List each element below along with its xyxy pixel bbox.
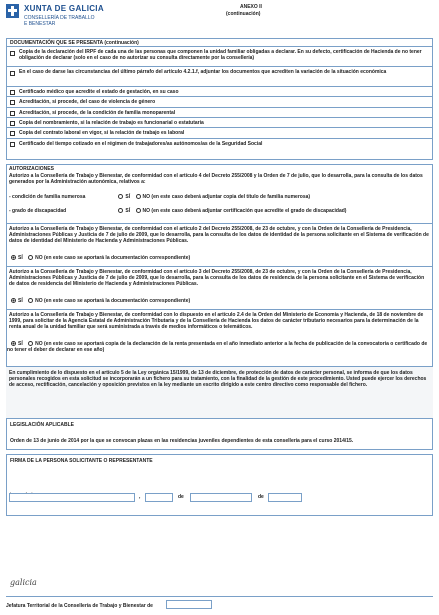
jefatura-label: Jefatura Territorial de la Consellería de Trabajo y Bienestar de (6, 603, 153, 609)
disability-label: - grado de discapacidad (9, 208, 67, 214)
documentation-item (6, 86, 433, 96)
documentation-item-label: Copia del nombramiento, si la relación de trabajo es funcionarial o estatutaria (19, 120, 204, 126)
disability-yes-radio[interactable] (118, 208, 123, 213)
annex-title: ANEXO II (240, 4, 262, 10)
documentation-item (6, 117, 433, 127)
place-input[interactable] (9, 493, 135, 502)
residence-auth-options (7, 298, 190, 304)
month-input[interactable] (190, 493, 252, 502)
legislation-text: Orden de 13 de junio de 2014 por la que se convocan plazas en las residencias juveniles dependientes de esta consellería para el curso 2014/15. (10, 438, 354, 444)
tax-auth-options (7, 341, 431, 353)
large-family-no-label: NO (en este caso deberá adjuntar copia del título de familia numerosa) (142, 194, 311, 200)
legislation-title: LEGISLACIÓN APLICABLE (10, 422, 74, 428)
documentation-checkbox[interactable] (10, 121, 15, 126)
documentation-item (6, 46, 433, 66)
day-input[interactable] (145, 493, 173, 502)
documentation-item (6, 107, 433, 117)
documentation-item (6, 66, 433, 86)
residence-no-label: NO (en este caso se aportará la documentación correspondiente) (35, 298, 191, 304)
identity-auth-options (7, 255, 190, 261)
identity-auth-block (6, 223, 433, 264)
identity-no-label: NO (en este caso se aportará la documentación correspondiente) (35, 255, 191, 261)
signature-section (6, 454, 433, 516)
documentation-checkbox[interactable] (10, 100, 15, 105)
documentation-checkbox[interactable] (10, 111, 15, 116)
documentation-item-label: Copia de la declaración del IRPF de cada una de las personas que componen la unidad familiar obligadas a declarar. En su defecto, certificación de Hacienda de no tener obligación de declarar (solo en el caso de no autorizar su consulta directamente por la consellería) (19, 49, 422, 61)
year-input[interactable] (268, 493, 302, 502)
tax-yes-radio[interactable] (11, 341, 16, 346)
tax-yes-label: SÍ (18, 341, 23, 347)
documentation-checkbox[interactable] (10, 51, 15, 56)
jefatura-input[interactable] (166, 600, 212, 609)
documentation-item (6, 127, 433, 138)
xunta-logo (6, 4, 126, 30)
documentation-item-label: Copia del contrato laboral en vigor, si la relación de trabajo es laboral (19, 130, 185, 136)
xunta-shield-icon (6, 4, 19, 18)
residence-no-radio[interactable] (28, 298, 33, 303)
identity-auth-text: Autorizo a la Consellería de Trabajo y Bienestar, de conformidad con el artículo 2 del Decreto 255/2008, de 23 de octubre, y con la Orden de la Consellería de Presidencia, Administraciones Públicas y Justicia de 7 de julio de 2009, que lo desarrolla, para la consulta de los datos de identidad de la persona solicitante en el Sistema de verificación de datos de identidad del Ministerio de Hacienda y Administraciones Públicas. (9, 226, 429, 244)
xunta-title: XUNTA DE GALICIA (24, 4, 104, 13)
documentation-item-label: Acreditación, si procede, del caso de violencia de género (19, 99, 156, 105)
documentation-item-label: Certificado médico que acredite el estado de gestación, en su caso (19, 89, 179, 95)
documentation-checkbox[interactable] (10, 142, 15, 147)
documentation-title: DOCUMENTACIÓN QUE SE PRESENTA (continuación) (10, 40, 139, 46)
disability-yes-label: SÍ (125, 208, 131, 214)
documentation-checkbox[interactable] (10, 71, 15, 76)
documentation-checkbox[interactable] (10, 131, 15, 136)
large-family-yes-radio[interactable] (118, 194, 123, 199)
large-family-yes-label: SÍ (125, 194, 131, 200)
residence-yes-label: SÍ (18, 298, 23, 304)
documentation-item-label: Certificado del tiempo cotizado en el régimen de trabajadores/as autónomos/as de la Seguridad Social (19, 141, 263, 147)
date-de-1: de (178, 494, 184, 500)
authorizations-intro: Autorizo a la Consellería de Trabajo y Bienestar, de conformidad con el artículo 4 del Decreto 255/2008 y la Orden de 7 de julio, que lo desarrolla, para la consulta de los datos generados por la Administración autonómica, relativos a: (9, 173, 423, 185)
large-family-no-radio[interactable] (136, 194, 141, 199)
date-comma: , (139, 494, 141, 500)
identity-yes-radio[interactable] (11, 255, 16, 260)
large-family-question (9, 194, 433, 200)
tax-auth-block (6, 309, 433, 364)
large-family-label: - condición de familia numerosa (9, 194, 86, 200)
tax-auth-text: Autorizo a la Consellería de Trabajo y Bienestar, de conformidad con lo dispuesto en el artículo 2.4 de la Orden del Ministerio de Economía y Hacienda, de 18 de noviembre de 1999, para solicitar de la Agencia Estatal de Administración Tributaria y de la Consellería de Hacienda los datos de carácter tributario necesarios para la determinación de la renta anual de la unidad familiar que será suministrada a través de medios informáticos o telemáticos. (9, 312, 424, 330)
identity-no-radio[interactable] (28, 255, 33, 260)
residence-auth-block (6, 266, 433, 306)
residence-yes-radio[interactable] (11, 298, 16, 303)
signature-title: FIRMA DE LA PERSONA SOLICITANTE O REPRESENTANTE (10, 458, 153, 464)
documentation-item (6, 96, 433, 107)
xunta-line1: CONSELLERÍA DE TRABALLO (24, 15, 95, 21)
disability-question (9, 208, 433, 214)
documentation-item-label: Acreditación, si procede, de la condición de familia monoparental (19, 110, 176, 116)
date-de-2: de (258, 494, 264, 500)
disability-no-radio[interactable] (136, 208, 141, 213)
documentation-item-label: En el caso de darse las circunstancias del último párrafo del artículo 4.2.1.f, adjuntar los documentos que acrediten la variación de la situación económica (19, 69, 387, 75)
xunta-line2: E BENESTAR (24, 21, 56, 27)
disability-no-label: NO (en este caso deberá adjuntar certificación que acredite el grado de discapacidad) (142, 208, 347, 214)
tax-no-radio[interactable] (28, 341, 33, 346)
galicia-logo: galicia (10, 578, 37, 587)
residence-auth-text: Autorizo a la Consellería de Trabajo y Bienestar, de conformidad con el artículo 3 del Decreto 255/2008, de 23 de octubre, y con la Orden de la Consellería de Presidencia, Administraciones Públicas y Justicia de 7 de julio de 2009, que lo desarrolla, para la consulta de los datos de residencia de la persona solicitante en el Sistema de verificación de datos de residencia del Ministerio de Hacienda y Administraciones Públicas. (9, 269, 425, 287)
footer-divider (6, 596, 433, 597)
documentation-item (6, 138, 433, 149)
authorizations-title: AUTORIZACIONES (9, 166, 54, 172)
annex-subtitle: (continuación) (226, 11, 261, 17)
legislation-section (6, 418, 433, 450)
documentation-checkbox[interactable] (10, 90, 15, 95)
privacy-text: En cumplimiento de lo dispuesto en el artículo 5 de la Ley orgánica 15/1999, de 13 de diciembre, de protección de datos de carácter personal, se informa de que los datos personales recogidos en esta solicitud se incorporarán a un fichero para su tratamiento, con la finalidad de la gestión de este procedimiento. Usted puede ejercer los derechos de acceso, rectificación, cancelación y oposición previstos en la ley mediante un escrito dirigido a este centro directivo como responsable del fichero. (9, 370, 427, 388)
tax-no-label: NO (en este caso se aportará copia de la declaración de la renta presentada en el año inmediato anterior a la fecha de publicación de la convocatoria o certificado de no tener el deber de declarar en ese año) (7, 341, 428, 353)
identity-yes-label: SÍ (18, 255, 23, 261)
